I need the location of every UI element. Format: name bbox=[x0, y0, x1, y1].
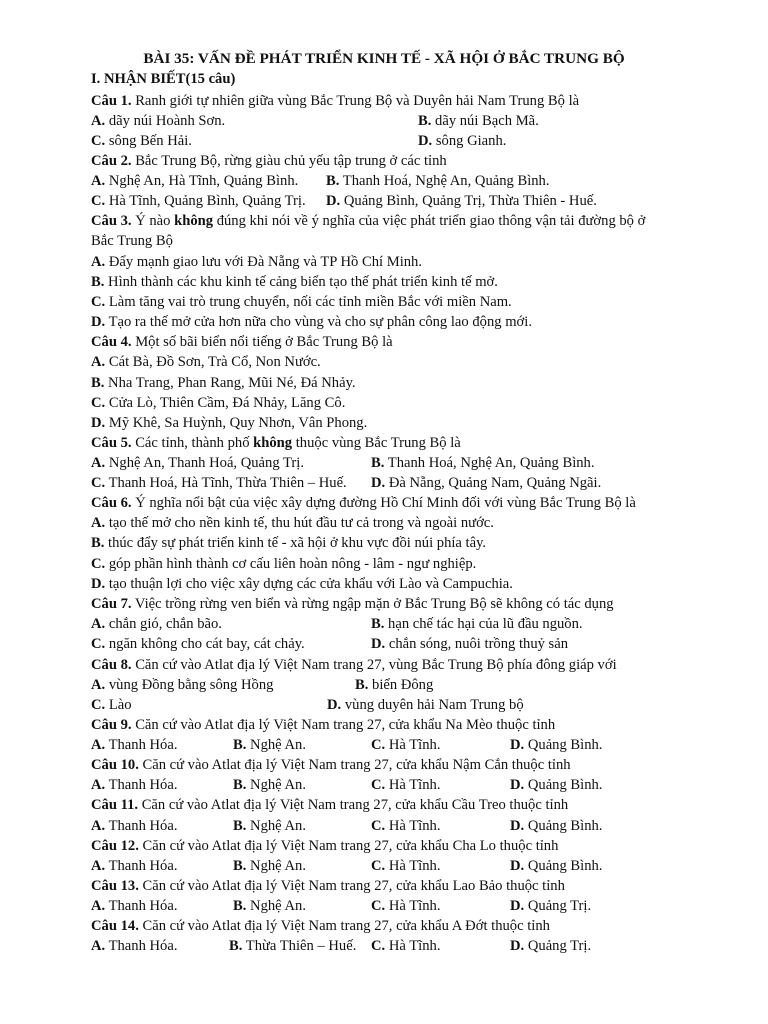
q4-option-b: B. Nha Trang, Phan Rang, Mũi Né, Đá Nhảy. bbox=[91, 375, 356, 391]
q2-option-c: C. Hà Tĩnh, Quảng Bình, Quảng Trị. bbox=[91, 193, 306, 209]
q4-option-d: D. Mỹ Khê, Sa Huỳnh, Quy Nhơn, Vân Phong. bbox=[91, 415, 368, 431]
q11-option-d: D. Quảng Bình. bbox=[510, 818, 603, 834]
q9-option-b: B. Nghệ An. bbox=[233, 737, 306, 753]
q11-option-a: A. Thanh Hóa. bbox=[91, 818, 178, 834]
question-3: Câu 3. Ý nào không đúng khi nói về ý nghĩa của việc phát triển giao thông vận tải đường bộ ở bbox=[91, 213, 646, 229]
q14-option-b: B. Thừa Thiên – Huế. bbox=[229, 938, 357, 954]
q7-option-b: B. hạn chế tác hại của lũ đầu nguồn. bbox=[371, 616, 583, 632]
question-8: Câu 8. Căn cứ vào Atlat địa lý Việt Nam trang 27, vùng Bắc Trung Bộ phía đông giáp với bbox=[91, 657, 617, 673]
q8-option-a: A. vùng Đồng bằng sông Hồng bbox=[91, 677, 274, 693]
q9-option-c: C. Hà Tĩnh. bbox=[371, 737, 441, 753]
q1-option-c: C. sông Bến Hải. bbox=[91, 133, 192, 149]
q2-option-b: B. Thanh Hoá, Nghệ An, Quảng Bình. bbox=[326, 173, 550, 189]
question-3-cont: Bắc Trung Bộ bbox=[91, 233, 173, 249]
q6-option-d: D. tạo thuận lợi cho việc xây dựng các cửa khẩu với Lào và Campuchia. bbox=[91, 576, 513, 592]
q3-option-a: A. Đẩy mạnh giao lưu với Đà Nẵng và TP Hồ Chí Minh. bbox=[91, 254, 422, 270]
q14-option-a: A. Thanh Hóa. bbox=[91, 938, 178, 954]
q12-option-d: D. Quảng Bình. bbox=[510, 858, 603, 874]
question-5: Câu 5. Các tỉnh, thành phố không thuộc vùng Bắc Trung Bộ là bbox=[91, 435, 461, 451]
question-6: Câu 6. Ý nghĩa nổi bật của việc xây dựng đường Hồ Chí Minh đối với vùng Bắc Trung Bộ là bbox=[91, 495, 636, 511]
q5-option-b: B. Thanh Hoá, Nghệ An, Quảng Bình. bbox=[371, 455, 595, 471]
q14-option-d: D. Quảng Trị. bbox=[510, 938, 592, 954]
question-1: Câu 1. Ranh giới tự nhiên giữa vùng Bắc Trung Bộ và Duyên hải Nam Trung Bộ là bbox=[91, 93, 580, 109]
q1-option-d: D. sông Gianh. bbox=[418, 133, 507, 149]
q2-option-a: A. Nghệ An, Hà Tĩnh, Quảng Bình. bbox=[91, 173, 299, 189]
q5-option-c: C. Thanh Hoá, Hà Tĩnh, Thừa Thiên – Huế. bbox=[91, 475, 347, 491]
question-7: Câu 7. Việc trồng rừng ven biển và rừng ngập mặn ở Bắc Trung Bộ sẽ không có tác dụng bbox=[91, 596, 614, 612]
q12-option-a: A. Thanh Hóa. bbox=[91, 858, 178, 874]
question-10: Câu 10. Căn cứ vào Atlat địa lý Việt Nam trang 27, cửa khẩu Nậm Cắn thuộc tỉnh bbox=[91, 757, 571, 773]
q3-option-b: B. Hình thành các khu kinh tế cảng biển tạo thế phát triển kinh tế mở. bbox=[91, 274, 498, 290]
question-9: Câu 9. Căn cứ vào Atlat địa lý Việt Nam trang 27, cửa khẩu Na Mèo thuộc tỉnh bbox=[91, 717, 556, 733]
q11-option-b: B. Nghệ An. bbox=[233, 818, 306, 834]
q12-option-c: C. Hà Tĩnh. bbox=[371, 858, 441, 874]
q5-option-d: D. Đà Nẵng, Quảng Nam, Quảng Ngãi. bbox=[371, 475, 602, 491]
question-4: Câu 4. Một số bãi biển nổi tiếng ở Bắc Trung Bộ là bbox=[91, 334, 393, 350]
q7-option-a: A. chắn gió, chắn bão. bbox=[91, 616, 222, 632]
section-heading: I. NHẬN BIẾT(15 câu) bbox=[91, 71, 236, 87]
page-title: BÀI 35: VẤN ĐỀ PHÁT TRIỂN KINH TẾ - XÃ HỘI Ở BẮC TRUNG BỘ bbox=[143, 50, 625, 67]
q1-option-a: A. dãy núi Hoành Sơn. bbox=[91, 113, 226, 129]
q6-option-a: A. tạo thế mở cho nền kinh tế, thu hút đầu tư cả trong và ngoài nước. bbox=[91, 515, 494, 531]
q10-option-a: A. Thanh Hóa. bbox=[91, 777, 178, 793]
q10-option-c: C. Hà Tĩnh. bbox=[371, 777, 441, 793]
q6-option-b: B. thúc đẩy sự phát triển kinh tế - xã hội ở khu vực đồi núi phía tây. bbox=[91, 535, 487, 551]
q11-option-c: C. Hà Tĩnh. bbox=[371, 818, 441, 834]
q13-option-b: B. Nghệ An. bbox=[233, 898, 306, 914]
q10-option-d: D. Quảng Bình. bbox=[510, 777, 603, 793]
question-2: Câu 2. Bắc Trung Bộ, rừng giàu chủ yếu tập trung ở các tỉnh bbox=[91, 153, 447, 169]
q2-option-d: D. Quảng Bình, Quảng Trị, Thừa Thiên - Huế. bbox=[326, 193, 597, 209]
q6-option-c: C. góp phần hình thành cơ cấu liên hoàn nông - lâm - ngư nghiệp. bbox=[91, 556, 477, 572]
q13-option-a: A. Thanh Hóa. bbox=[91, 898, 178, 914]
question-11: Câu 11. Căn cứ vào Atlat địa lý Việt Nam trang 27, cửa khẩu Cầu Treo thuộc tỉnh bbox=[91, 797, 569, 813]
q3-option-c: C. Làm tăng vai trò trung chuyển, nối các tỉnh miền Bắc với miền Nam. bbox=[91, 294, 512, 310]
q7-option-c: C. ngăn không cho cát bay, cát chảy. bbox=[91, 636, 305, 652]
q8-option-c: C. Lào bbox=[91, 697, 132, 713]
question-14: Câu 14. Căn cứ vào Atlat địa lý Việt Nam trang 27, cửa khẩu A Đớt thuộc tỉnh bbox=[91, 918, 550, 934]
q5-option-a: A. Nghệ An, Thanh Hoá, Quảng Trị. bbox=[91, 455, 304, 471]
question-12: Câu 12. Căn cứ vào Atlat địa lý Việt Nam trang 27, cửa khẩu Cha Lo thuộc tỉnh bbox=[91, 838, 559, 854]
q14-option-c: C. Hà Tĩnh. bbox=[371, 938, 441, 954]
q13-option-c: C. Hà Tĩnh. bbox=[371, 898, 441, 914]
q9-option-a: A. Thanh Hóa. bbox=[91, 737, 178, 753]
q1-option-b: B. dãy núi Bạch Mã. bbox=[418, 113, 539, 129]
q12-option-b: B. Nghệ An. bbox=[233, 858, 306, 874]
question-13: Câu 13. Căn cứ vào Atlat địa lý Việt Nam trang 27, cửa khẩu Lao Bảo thuộc tỉnh bbox=[91, 878, 565, 894]
q4-option-c: C. Cửa Lò, Thiên Cầm, Đá Nhảy, Lăng Cô. bbox=[91, 395, 346, 411]
q7-option-d: D. chắn sóng, nuôi trồng thuỷ sản bbox=[371, 636, 569, 652]
q8-option-d: D. vùng duyên hải Nam Trung bộ bbox=[327, 697, 524, 713]
q3-option-d: D. Tạo ra thế mở cửa hơn nữa cho vùng và cho sự phân công lao động mới. bbox=[91, 314, 532, 330]
q10-option-b: B. Nghệ An. bbox=[233, 777, 306, 793]
q4-option-a: A. Cát Bà, Đồ Sơn, Trà Cổ, Non Nước. bbox=[91, 354, 321, 370]
q9-option-d: D. Quảng Bình. bbox=[510, 737, 603, 753]
q13-option-d: D. Quảng Trị. bbox=[510, 898, 592, 914]
q8-option-b: B. biển Đông bbox=[355, 677, 434, 693]
